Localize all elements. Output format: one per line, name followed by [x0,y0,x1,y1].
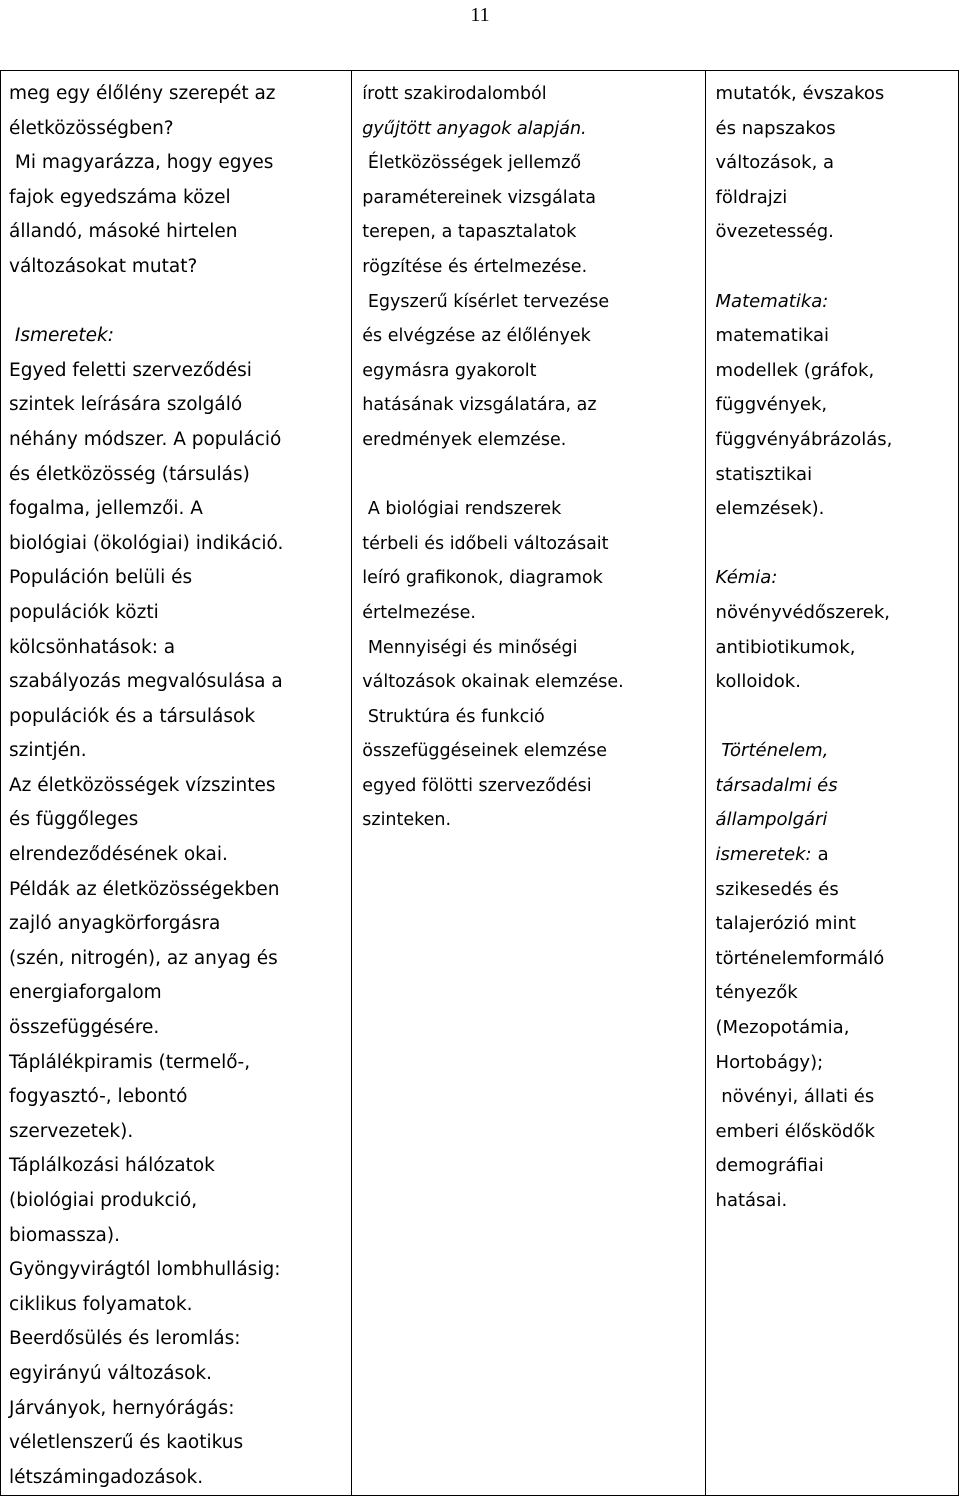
text-line-content: fajok egyedszáma közel [9,186,231,208]
text-line [9,354,351,389]
text-line [716,665,958,700]
text-line [9,423,351,458]
text-line-content: változásokat mutat? [9,255,198,277]
text-line-content: szervezetek). [9,1120,134,1142]
text-line [716,1046,958,1081]
text-line-content: Életközösségek jellemző [362,153,582,174]
text-line [362,77,704,112]
text-line-content: szintek leírására szolgáló [9,394,243,416]
text-line-content: hatásai. [715,1190,788,1211]
text-line [9,527,351,562]
text-line-content: (biológiai produkció, [9,1190,198,1211]
text-line-content: szikesedés és [715,878,839,900]
text-line-content: függvények, [715,394,828,416]
text-line-content: kölcsönhatások: a [9,636,176,658]
text-line-content: statisztikai [715,463,813,485]
text-line [716,596,958,631]
text-line-content: emberi élősködők [715,1120,875,1142]
text-line [362,181,704,216]
text-line-content: térbeli és időbeli változásait [362,533,609,554]
text-line-content: véletlenszerű és kaotikus [9,1432,244,1454]
text-line [9,1149,351,1184]
text-line-content: néhány módszer. A populáció [9,428,282,450]
text-line [716,942,958,977]
text-line [9,1426,351,1461]
text-line [716,388,958,423]
text-line [362,423,704,458]
connections-column [706,71,958,1495]
text-line-content: társadalmi és [715,774,838,796]
text-line [362,492,704,527]
text-line-content: Ismeretek: [9,325,114,347]
text-line [716,976,958,1011]
text-line [9,492,351,527]
text-line-content: meg egy élőlény szerepét az [9,83,276,104]
text-line [362,215,704,250]
paragraph-gap [716,250,958,285]
text-line-content: Történelem, [715,740,829,762]
text-line [9,1461,351,1495]
text-line [9,146,351,181]
text-line [9,77,351,112]
text-line-content: rögzítése és értelmezése. [362,256,588,277]
text-line [716,1115,958,1150]
text-line-content: Egyed feletti szerveződési [9,359,252,381]
text-line-content: energiaforgalom [9,982,162,1004]
text-line-content: állandó, másoké hirtelen [9,221,238,243]
text-line-content: egyirányú változások. [9,1362,213,1384]
text-line [716,561,958,596]
text-line [9,873,351,908]
text-line-suffix: a [817,844,829,866]
text-line [716,112,958,147]
text-line-content: populációk és a társulások [9,705,256,727]
text-line-content: kolloidok. [715,671,801,693]
text-line-content: írott szakirodalomból [362,84,547,104]
text-line [9,631,351,666]
text-line [716,734,958,769]
text-line-content: (Mezopotámia, [715,1017,850,1039]
text-line [9,1046,351,1081]
text-line-content: Hortobágy); [715,1051,824,1073]
text-line-content: növényvédőszerek, [715,601,891,623]
text-line [9,1357,351,1392]
text-line [362,631,704,666]
text-line-content: növényi, állati és [715,1086,875,1108]
text-line-content: Mi magyarázza, hogy egyes [9,152,274,174]
text-line [362,769,704,804]
text-line [716,423,958,458]
text-line [716,907,958,942]
text-line [716,838,958,873]
text-line [716,181,958,216]
text-line-content: ciklikus folyamatok. [9,1293,193,1315]
content-column [1,71,352,1495]
paragraph-gap [9,285,351,320]
text-line [9,1011,351,1046]
text-line-content: elemzések). [715,498,825,520]
paragraph-gap [362,458,704,493]
text-line [362,527,704,562]
text-line [9,838,351,873]
text-line [9,181,351,216]
text-line-content: egymásra gyakorolt [362,360,537,381]
text-line-content: biológiai (ökológiai) indikáció. [9,532,284,554]
text-line [716,1080,958,1115]
text-line [716,492,958,527]
text-line [9,458,351,493]
text-line [716,146,958,181]
text-line-content: antibiotikumok, [715,636,856,658]
text-line-content: függvényábrázolás, [715,428,893,450]
activities-column [352,71,705,1495]
text-line [362,285,704,320]
page-number: 11 [470,4,490,26]
text-line-content: mutatók, évszakos [715,83,885,104]
text-line-content: szinteken. [362,810,452,831]
text-line [9,319,351,354]
text-line-content: Matematika: [715,290,829,312]
text-line-content: Populáción belüli és [9,567,193,589]
text-line-content: földrajzi [715,186,788,208]
text-line [716,1184,958,1219]
text-line-content: Táplálkozási hálózatok [9,1155,215,1177]
text-line [9,388,351,423]
text-line-content: szintjén. [9,740,87,762]
text-line [716,803,958,838]
text-line-content: övezetesség. [715,221,834,243]
text-line [9,700,351,735]
text-line-content: Struktúra és funkció [362,706,545,727]
text-line-content: Mennyiségi és minőségi [362,637,578,658]
text-line-content: változások, a [715,152,835,174]
text-line [362,665,704,700]
text-line [716,215,958,250]
text-line-content: elrendeződésének okai. [9,844,228,866]
text-line [362,734,704,769]
text-line-content: leíró grafikonok, diagramok [362,568,603,589]
curriculum-table [0,70,959,1496]
text-line-content: és napszakos [715,117,836,139]
text-line [9,1288,351,1323]
text-line [9,215,351,250]
text-line [362,250,704,285]
text-line-content: Beerdősülés és leromlás: [9,1328,241,1350]
text-line-content: egyed fölötti szerveződési [362,775,592,796]
text-line [716,873,958,908]
paragraph-gap [716,700,958,735]
text-line-content: és életközösség (társulás) [9,463,250,485]
text-line-content: ismeretek: [715,844,812,866]
text-line [9,561,351,596]
text-line-content: (szén, nitrogén), az anyag és [9,947,278,969]
text-line-content: gyűjtött anyagok alapján. [362,118,587,139]
text-line [716,458,958,493]
text-line-content: Gyöngyvirágtól lombhullásig: [9,1259,281,1281]
text-line-content: Az életközösségek vízszintes [9,774,276,796]
text-line-content: Járványok, hernyórágás: [9,1397,235,1419]
text-line-content: Kémia: [715,567,778,589]
text-line [9,769,351,804]
text-line-content: Példák az életközösségekben [9,878,280,900]
text-line-content: modellek (gráfok, [715,359,875,381]
text-line-content: létszámingadozások. [9,1466,204,1488]
paragraph-gap [716,527,958,562]
text-line-content: összefüggéseinek elemzése [362,741,607,762]
text-line [362,354,704,389]
text-line [362,388,704,423]
text-line [9,112,351,147]
text-line [362,146,704,181]
text-line [716,285,958,320]
text-line-content: demográfiai [715,1155,824,1177]
text-line [362,319,704,354]
text-line-content: terepen, a tapasztalatok [362,222,577,243]
text-line [362,700,704,735]
text-line-content: zajló anyagkörforgásra [9,913,221,935]
text-line [362,112,704,147]
text-line-content: összefüggésére. [9,1017,160,1039]
text-line [9,907,351,942]
text-line [9,596,351,631]
text-line-content: és függőleges [9,809,139,831]
text-line [9,665,351,700]
text-line [9,734,351,769]
text-line [716,354,958,389]
text-line [716,1149,958,1184]
text-line-content: állampolgári [715,809,828,831]
text-line-content: szabályozás megvalósulása a [9,671,283,693]
text-line-content: paramétereinek vizsgálata [362,187,596,208]
text-line [9,1080,351,1115]
text-line-content: életközösségben? [9,117,174,139]
text-line-content: biomassza). [9,1224,120,1246]
text-line-content: A biológiai rendszerek [362,499,562,520]
text-line [9,1392,351,1427]
text-line [362,803,704,838]
text-line [716,77,958,112]
text-line [9,1184,351,1219]
text-line [9,803,351,838]
text-line [9,1253,351,1288]
text-line [362,561,704,596]
text-line [9,1115,351,1150]
text-line-content: fogyasztó-, lebontó [9,1086,188,1108]
text-line-content: történelemformáló [715,947,885,969]
text-line-content: fogalma, jellemzői. A [9,498,203,520]
text-line-content: matematikai [715,325,829,347]
text-line [716,319,958,354]
text-line-content: populációk közti [9,601,159,623]
text-line-content: változások okainak elemzése. [362,672,624,693]
text-line [9,1219,351,1254]
text-line [362,596,704,631]
text-line [9,976,351,1011]
text-line [9,942,351,977]
text-line [716,1011,958,1046]
text-line [716,769,958,804]
text-line-content: Egyszerű kísérlet tervezése [362,291,610,312]
text-line [9,250,351,285]
text-line-content: értelmezése. [362,602,476,623]
text-line-content: talajerózió mint [715,913,856,935]
text-line-content: tényezők [715,982,798,1004]
text-line [9,1322,351,1357]
text-line [716,631,958,666]
text-line-content: és elvégzése az élőlények [362,326,591,347]
text-line-content: eredmények elemzése. [362,429,567,450]
text-line-content: hatásának vizsgálatára, az [362,395,597,416]
text-line-content: Táplálékpiramis (termelő-, [9,1051,251,1073]
